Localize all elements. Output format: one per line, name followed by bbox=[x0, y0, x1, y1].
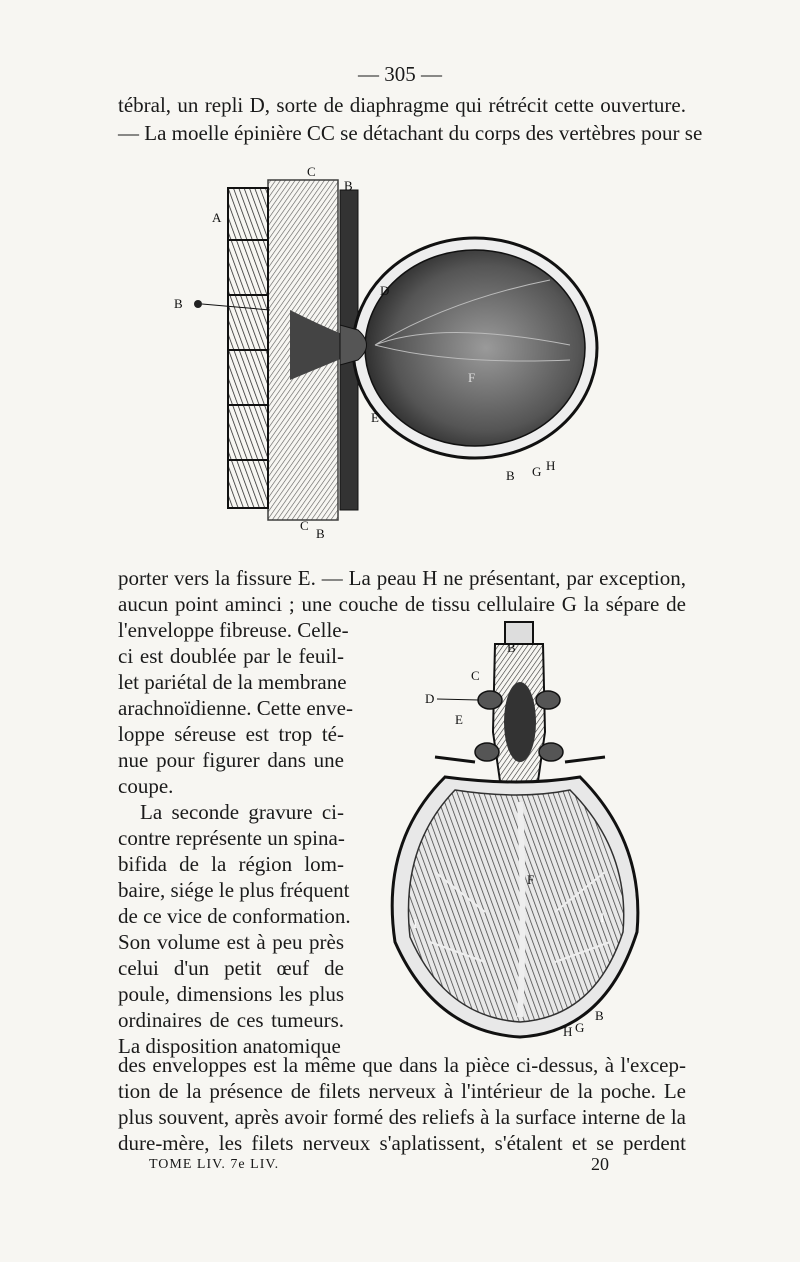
text-line: coupe. bbox=[118, 774, 174, 798]
text-line: ci est doublée par le feuil- bbox=[118, 644, 344, 668]
text-line: plus souvent, après avoir formé des reliefs à la surface interne de la bbox=[118, 1105, 686, 1129]
text-line: La seconde gravure ci- bbox=[140, 800, 344, 824]
fig2-label-g: G bbox=[575, 1020, 585, 1035]
text-line: tion de la présence de filets nerveux à l'intérieur de la poche. Le bbox=[118, 1079, 686, 1103]
label-g: G bbox=[532, 464, 542, 479]
text-line: La disposition anatomique bbox=[118, 1034, 341, 1058]
text-line: de ce vice de conformation. bbox=[118, 904, 351, 928]
figure-spinal-section bbox=[150, 150, 620, 550]
fig2-label-e: E bbox=[455, 712, 463, 727]
text-line: contre représente un spina- bbox=[118, 826, 345, 850]
fig2-label-d: D bbox=[425, 691, 435, 706]
fig2-label-b-top: B bbox=[507, 640, 516, 655]
fig2-label-i-left: I bbox=[413, 916, 418, 931]
text-line: dure-mère, les filets nerveux s'aplatissent, s'étalent et se perdent bbox=[118, 1131, 686, 1155]
figure-lumbar-spina-bifida bbox=[375, 612, 665, 1052]
text-line: l'enveloppe fibreuse. Celle- bbox=[118, 618, 349, 642]
fig2-label-b-bottom: B bbox=[595, 1008, 604, 1023]
label-b-left: B bbox=[174, 296, 183, 311]
page-number: — 305 — bbox=[358, 62, 442, 86]
label-b-bottom: B bbox=[316, 526, 325, 541]
text-line: poule, dimensions les plus bbox=[118, 982, 344, 1006]
text-line: tébral, un repli D, sorte de diaphragme qui rétrécit cette ouverture. bbox=[118, 93, 686, 117]
text-line: — La moelle épinière CC se détachant du corps des vertèbres pour se bbox=[118, 121, 703, 145]
text-line: bifida de la région lom- bbox=[118, 852, 344, 876]
text-line: aucun point aminci ; une couche de tissu cellulaire G la sépare de bbox=[118, 592, 686, 616]
label-d: D bbox=[380, 283, 390, 298]
text-line: des enveloppes est la même que dans la pièce ci-dessus, à l'excep- bbox=[118, 1053, 686, 1077]
label-c-top: C bbox=[307, 164, 316, 179]
fig2-label-i-right: I bbox=[600, 910, 605, 925]
label-f: F bbox=[468, 370, 476, 385]
sac-inner bbox=[365, 250, 585, 446]
label-h: H bbox=[546, 458, 556, 473]
label-c-bottom: C bbox=[300, 518, 309, 533]
text-line: porter vers la fissure E. — La peau H ne présentant, par exception, bbox=[118, 566, 686, 590]
label-e: E bbox=[371, 410, 379, 425]
text-line: baire, siége le plus fréquent bbox=[118, 878, 350, 902]
text-line: loppe séreuse est trop té- bbox=[118, 722, 344, 746]
fig2-label-f: F bbox=[527, 872, 535, 887]
text-line: ordinaires de ces tumeurs. bbox=[118, 1008, 344, 1032]
fig2-label-c: C bbox=[471, 668, 480, 683]
label-b-top: B bbox=[344, 178, 353, 193]
text-line: nue pour figurer dans une bbox=[118, 748, 344, 772]
text-line: arachnoïdienne. Cette enve- bbox=[118, 696, 353, 720]
label-a: A bbox=[212, 210, 222, 225]
fig2-label-h: H bbox=[563, 1024, 573, 1039]
label-b-bottom-right: B bbox=[506, 468, 515, 483]
text-line: Son volume est à peu près bbox=[118, 930, 344, 954]
text-line: let pariétal de la membrane bbox=[118, 670, 347, 694]
footer-volume: TOME LIV. 7e LIV. bbox=[149, 1157, 280, 1172]
text-line: celui d'un petit œuf de bbox=[118, 956, 344, 980]
footer-signature: 20 bbox=[591, 1154, 609, 1174]
